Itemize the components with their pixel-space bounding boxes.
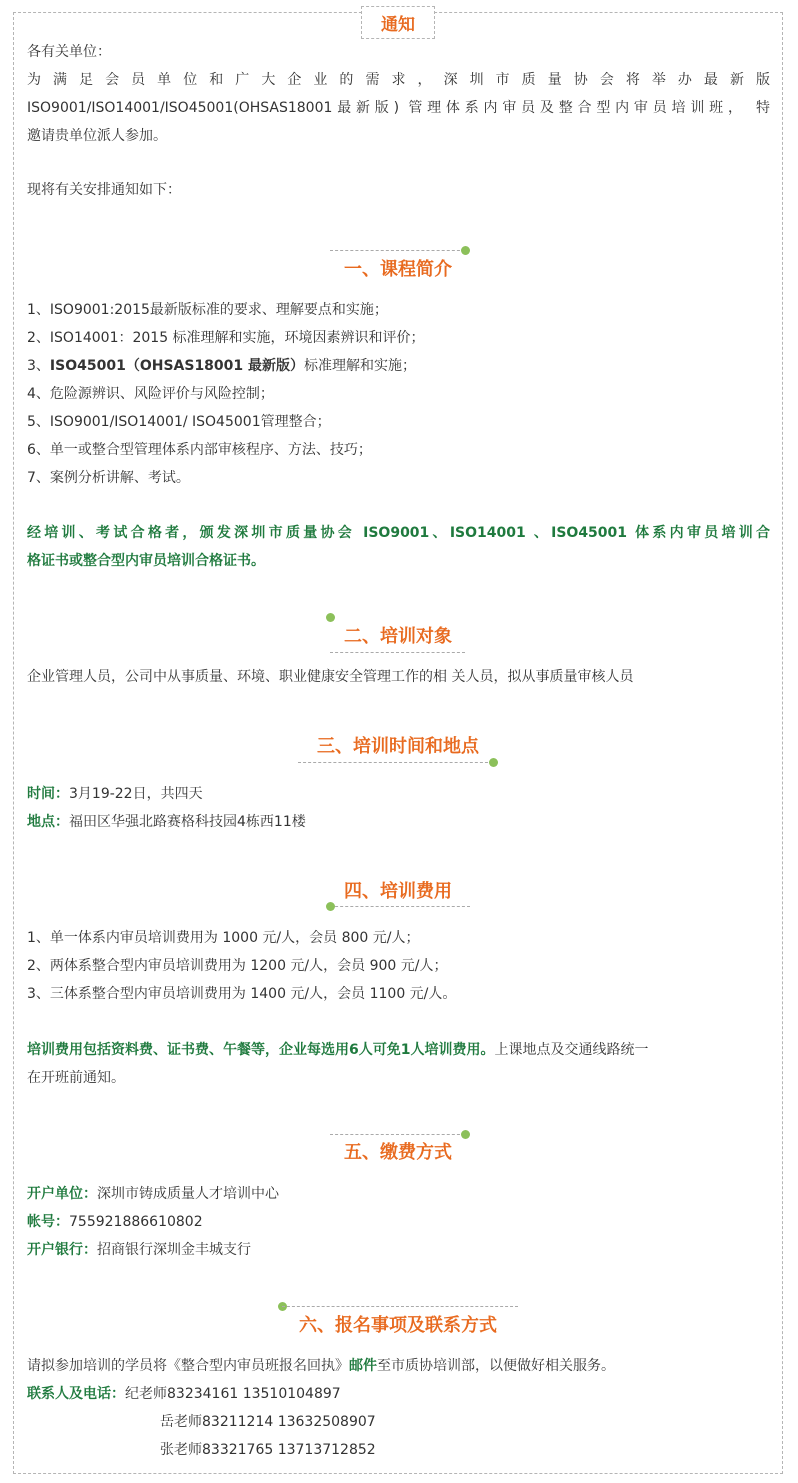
account-number-label: 帐号： — [27, 1214, 69, 1230]
course-item-4: 4、危险源辨识、风险评价与风险控制； — [27, 386, 274, 402]
intro-line-2: ISO9001/ISO14001/ISO45001(OHSAS18001最新版) 管理体系内审员及整合型内审员培训班， 特 — [27, 100, 770, 116]
section6-heading: 六、报名事项及联系方式 — [299, 1315, 497, 1336]
contact-label: 联系人及电话： — [27, 1386, 125, 1402]
course-item-5: 5、ISO9001/ISO14001/ ISO45001管理整合； — [27, 414, 331, 430]
fee-note-rest: 上课地点及交通线路统一 — [494, 1042, 649, 1058]
course-item-3-bold: ISO45001（OHSAS18001 最新版） — [49, 358, 305, 374]
fee-note-line-1 — [27, 1036, 648, 1064]
section5-heading-line — [330, 1134, 465, 1135]
account-unit-row — [27, 1180, 279, 1208]
fee-item-2: 2、两体系整合型内审员培训费用为 1200 元/人，会员 900 元/人； — [27, 958, 448, 974]
course-item-6: 6、单一或整合型管理体系内部审核程序、方法、技巧； — [27, 442, 372, 458]
place-label: 地点： — [27, 814, 69, 830]
section1-heading: 一、课程简介 — [344, 259, 452, 280]
account-number-row — [27, 1208, 203, 1236]
course-item-7: 7、案例分析讲解、考试。 — [27, 470, 190, 486]
section3-heading: 三、培训时间和地点 — [317, 736, 479, 757]
time-label: 时间： — [27, 786, 69, 802]
registration-text — [27, 1352, 615, 1380]
course-item-3-rest: 标准理解和实施； — [304, 358, 417, 374]
section5-heading: 五、缴费方式 — [344, 1142, 452, 1163]
target-audience-text: 企业管理人员，公司中从事质量、环境、职业健康安全管理工作的相 关人员，拟从事质量审核人员 — [27, 669, 634, 685]
place-row — [27, 808, 306, 836]
section2-dot-icon — [326, 613, 335, 622]
section4-heading-line — [330, 906, 470, 907]
bank-value: 招商银行深圳金丰城支行 — [97, 1242, 251, 1258]
intro-line-1: 为满足会员单位和广大企业的需求，深圳市质量协会将举办最新版 — [27, 72, 770, 88]
bank-label: 开户银行： — [27, 1242, 97, 1258]
section4-heading: 四、培训费用 — [344, 881, 452, 902]
section3-dot-icon — [489, 758, 498, 767]
arrangement-text: 现将有关安排通知如下： — [27, 182, 181, 198]
intro-line-3: 邀请贵单位派人参加。 — [27, 128, 167, 144]
section2-heading-line — [330, 652, 465, 653]
bank-row — [27, 1236, 251, 1264]
section2-heading: 二、培训对象 — [344, 626, 452, 647]
course-item-1: 1、ISO9001:2015最新版标准的要求、理解要点和实施； — [27, 302, 388, 318]
account-unit-label: 开户单位： — [27, 1186, 97, 1202]
section3-heading-line — [298, 762, 493, 763]
registration-email-word: 邮件 — [349, 1358, 377, 1374]
time-value: 3月19-22日，共四天 — [69, 786, 203, 802]
salutation: 各有关单位： — [27, 44, 111, 60]
registration-text-post: 至市质协培训部，以便做好相关服务。 — [377, 1358, 615, 1374]
section1-dot-icon — [461, 246, 470, 255]
course-item-3 — [27, 352, 416, 380]
section6-heading-line — [282, 1306, 518, 1307]
notice-title: 通知 — [361, 6, 435, 39]
certificate-line-1: 经培训、考试合格者，颁发深圳市质量协会 ISO9001、ISO14001 、ISO45001 体系内审员培训合 — [27, 525, 770, 541]
contact-1: 纪老师83234161 13510104897 — [125, 1386, 341, 1402]
contact-row-1 — [27, 1380, 341, 1408]
time-row — [27, 780, 203, 808]
fee-note-bold: 培训费用包括资料费、证书费、午餐等，企业每选用6人可免1人培训费用。 — [27, 1042, 495, 1058]
contact-2: 岳老师83211214 13632508907 — [160, 1414, 376, 1430]
registration-text-pre: 请拟参加培训的学员将《整合型内审员班报名回执》 — [27, 1358, 349, 1374]
fee-item-1: 1、单一体系内审员培训费用为 1000 元/人，会员 800 元/人； — [27, 930, 420, 946]
account-unit-value: 深圳市铸成质量人才培训中心 — [97, 1186, 279, 1202]
account-number-value: 755921886610802 — [69, 1214, 203, 1230]
fee-item-3: 3、三体系整合型内审员培训费用为 1400 元/人，会员 1100 元/人。 — [27, 986, 457, 1002]
course-item-3-prefix: 3、 — [27, 358, 50, 374]
contact-3: 张老师83321765 13713712852 — [160, 1442, 376, 1458]
place-value: 福田区华强北路赛格科技园4栋西11楼 — [69, 814, 306, 830]
section1-heading-line — [330, 250, 465, 251]
section4-dot-icon — [326, 902, 335, 911]
fee-note-line-2: 在开班前通知。 — [27, 1070, 125, 1086]
certificate-line-2: 格证书或整合型内审员培训合格证书。 — [27, 553, 265, 569]
course-item-2: 2、ISO14001：2015 标准理解和实施，环境因素辨识和评价； — [27, 330, 425, 346]
